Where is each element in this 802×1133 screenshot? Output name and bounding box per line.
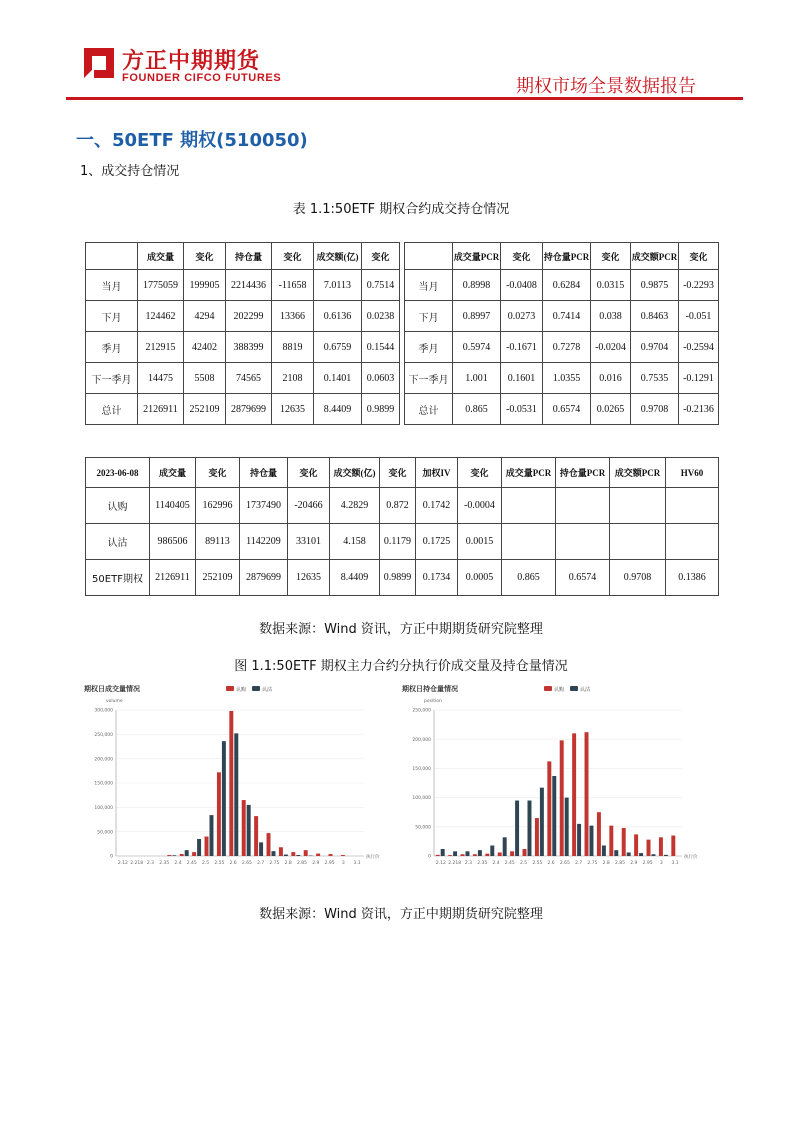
table-cell: 0.1179 [380, 524, 416, 560]
table-row [86, 394, 400, 425]
bar [267, 833, 271, 856]
x-tick-label: 2.75 [269, 861, 280, 866]
table-cell [556, 488, 610, 524]
table-cell: 8.4409 [330, 560, 380, 596]
bar [473, 854, 477, 856]
bar [441, 849, 445, 856]
header-cell: 变化 [458, 458, 502, 488]
table-row [405, 332, 719, 363]
y-tick-label: 150,000 [94, 781, 113, 787]
bar [485, 854, 489, 856]
table-cell: 0.9899 [380, 560, 416, 596]
table-cell: 74565 [226, 363, 272, 394]
header-cell: 变化 [380, 458, 416, 488]
x-tick-label: 2.5 [201, 861, 210, 866]
table-cell: 0.038 [591, 301, 631, 332]
volume-chart [78, 680, 380, 870]
bar [247, 805, 251, 856]
summary-table-body [86, 458, 719, 596]
table-cell: 2126911 [150, 560, 196, 596]
y-tick-label: 250,000 [412, 708, 431, 714]
bar [523, 849, 527, 856]
bar [535, 818, 539, 856]
table-cell: 252109 [184, 394, 226, 425]
bar [565, 798, 569, 856]
section-title: 一、50ETF 期权(510050) [76, 130, 308, 151]
table-cell: 388399 [226, 332, 272, 363]
table-cell: 89113 [196, 524, 240, 560]
table-cell: 0.0273 [501, 301, 543, 332]
bar [528, 801, 532, 856]
table-cell: 0.865 [502, 560, 556, 596]
table-cell: 1142209 [240, 524, 288, 560]
table-cell: 0.6574 [543, 394, 591, 425]
header-cell: 2023-06-08 [86, 458, 150, 488]
bar [453, 851, 457, 856]
table-cell: -0.0004 [458, 488, 502, 524]
bar [503, 837, 507, 856]
row-label-cell: 季月 [405, 332, 453, 363]
table-cell: 12635 [288, 560, 330, 596]
x-tick-label: 2.65 [241, 861, 252, 866]
table-cell: -20466 [288, 488, 330, 524]
bar [540, 788, 544, 856]
table-cell: 986506 [150, 524, 196, 560]
table-cell: 7.0113 [314, 270, 362, 301]
x-tick-label: 2.12 [435, 861, 446, 866]
table-cell [666, 488, 719, 524]
bar [217, 772, 221, 856]
table-cell: 162996 [196, 488, 240, 524]
table-cell: 0.9875 [631, 270, 679, 301]
x-tick-label: 2.45 [504, 861, 515, 866]
header-cell: HV60 [666, 458, 719, 488]
table-cell: -0.2594 [679, 332, 719, 363]
y-tick-label: 100,000 [412, 796, 431, 802]
table-cell: -11658 [272, 270, 314, 301]
table-cell: 0.1742 [416, 488, 458, 524]
x-tick-label: 2.4 [492, 861, 500, 866]
bar [448, 855, 452, 856]
header-cell: 变化 [679, 243, 719, 270]
bar [652, 854, 656, 856]
row-label-cell: 50ETF期权 [86, 560, 150, 596]
table-row [86, 488, 719, 524]
table-cell: 0.872 [380, 488, 416, 524]
table-cell: 0.7414 [543, 301, 591, 332]
table-row [405, 270, 719, 301]
y-tick-label: 100,000 [94, 805, 113, 811]
bar [291, 852, 295, 856]
bar [272, 851, 276, 856]
table-cell: 2126911 [138, 394, 184, 425]
legend-swatch [570, 686, 578, 691]
table-cell: -0.2136 [679, 394, 719, 425]
bar [192, 852, 196, 856]
brand-name-en: FOUNDER CIFCO FUTURES [122, 72, 282, 84]
table-cell: 13366 [272, 301, 314, 332]
bar [609, 826, 613, 856]
source-note-2: 数据来源：Wind 资讯，方正中期期货研究院整理 [259, 907, 543, 922]
x-tick-label: 3.1 [671, 861, 679, 866]
table-cell: 2879699 [226, 394, 272, 425]
table-row [86, 524, 719, 560]
legend-swatch [226, 686, 234, 691]
table-header-row [86, 458, 719, 488]
table-cell: 202299 [226, 301, 272, 332]
table-cell: 0.6574 [556, 560, 610, 596]
table-cell: 124462 [138, 301, 184, 332]
table-cell: 212915 [138, 332, 184, 363]
table-cell [556, 524, 610, 560]
header-cell: 变化 [272, 243, 314, 270]
bar [585, 732, 589, 856]
bar [671, 836, 675, 856]
header-cell: 持仓量PCR [556, 458, 610, 488]
bar [597, 812, 601, 856]
table-caption: 表 1.1:50ETF 期权合约成交持仓情况 [292, 202, 510, 217]
header-cell: 变化 [196, 458, 240, 488]
x-tick-label: 2.75 [587, 861, 598, 866]
x-tick-label: 2.12 [117, 861, 128, 866]
table-cell: 0.7514 [362, 270, 400, 301]
table-cell: 0.7535 [631, 363, 679, 394]
table-cell: 42402 [184, 332, 226, 363]
row-label-cell: 下一季月 [405, 363, 453, 394]
row-label-cell: 总计 [86, 394, 138, 425]
x-tick-label: 2.6 [229, 861, 237, 866]
table-cell: 0.8997 [453, 301, 501, 332]
table-cell: 0.1734 [416, 560, 458, 596]
table-cell: 0.8463 [631, 301, 679, 332]
table-cell: 2879699 [240, 560, 288, 596]
row-label-cell: 认购 [86, 488, 150, 524]
table-cell: 0.0265 [591, 394, 631, 425]
x-tick-label: 2.218 [448, 861, 462, 866]
legend-label: 认购 [236, 687, 247, 693]
bar [259, 842, 263, 856]
header-cell: 加权IV [416, 458, 458, 488]
bar [296, 855, 300, 856]
table-cell: 0.9708 [631, 394, 679, 425]
y-tick-label: 200,000 [94, 757, 113, 763]
bar [572, 733, 576, 856]
bar [229, 711, 233, 856]
bar [279, 847, 283, 856]
x-tick-label: 2.218 [130, 861, 144, 866]
table-cell: 1775059 [138, 270, 184, 301]
y-tick-label: 300,000 [94, 708, 113, 714]
table-cell: -0.0204 [591, 332, 631, 363]
x-tick-label: 2.4 [174, 861, 182, 866]
table-cell [502, 488, 556, 524]
row-label-cell: 季月 [86, 332, 138, 363]
table-cell: -0.2293 [679, 270, 719, 301]
header-cell: 成交额PCR [631, 243, 679, 270]
bar [466, 851, 470, 856]
x-tick-label: 2.55 [214, 861, 225, 866]
table-row [405, 301, 719, 332]
bar [510, 851, 514, 856]
legend-swatch [544, 686, 552, 691]
table-cell: -0.0531 [501, 394, 543, 425]
x-tick-label: 2.55 [532, 861, 543, 866]
table-cell: 0.0005 [458, 560, 502, 596]
row-label-cell: 当月 [86, 270, 138, 301]
table-cell: 0.0315 [591, 270, 631, 301]
table-cell: 0.7278 [543, 332, 591, 363]
x-tick-label: 2.9 [312, 861, 320, 866]
table-cell [502, 524, 556, 560]
row-label-cell: 下月 [405, 301, 453, 332]
bar [304, 850, 308, 856]
table-cell: 0.6759 [314, 332, 362, 363]
x-tick-label: 2.95 [642, 861, 653, 866]
x-tick-label: 2.5 [519, 861, 528, 866]
chart-title: 期权日持仓量情况 [402, 685, 458, 693]
table-cell: 33101 [288, 524, 330, 560]
y-tick-label: 150,000 [412, 767, 431, 772]
bar [627, 852, 631, 856]
y-tick-label: 50,000 [97, 830, 113, 836]
table-cell: 0.8998 [453, 270, 501, 301]
bar [664, 855, 668, 856]
table-row [86, 270, 400, 301]
x-tick-label: 2.3 [464, 861, 473, 866]
table-header-row [405, 243, 719, 270]
bar [172, 855, 176, 856]
x-tick-label: 2.7 [575, 861, 583, 866]
header-cell [405, 243, 453, 270]
table-cell: 0.9708 [610, 560, 666, 596]
x-axis-label: 执行价 [684, 855, 698, 860]
bar [341, 855, 345, 856]
bar [254, 816, 258, 856]
bar [614, 850, 618, 856]
bar [560, 740, 564, 856]
summary-table [85, 457, 719, 596]
row-label-cell: 总计 [405, 394, 453, 425]
table-cell: 0.1601 [501, 363, 543, 394]
x-tick-label: 2.7 [257, 861, 265, 866]
legend-label: 认沽 [580, 687, 591, 693]
legend-label: 认沽 [262, 687, 273, 693]
header-cell [86, 243, 138, 270]
table-cell: -0.0408 [501, 270, 543, 301]
y-tick-label: 200,000 [412, 737, 431, 743]
bar [602, 845, 606, 856]
table-cell: 0.9899 [362, 394, 400, 425]
table-cell: 0.1544 [362, 332, 400, 363]
x-axis-label: 执行价 [366, 855, 380, 860]
table-row [86, 363, 400, 394]
bar [590, 826, 594, 856]
bar [622, 828, 626, 856]
bar [284, 855, 288, 856]
table-cell [610, 524, 666, 560]
bar [316, 854, 320, 856]
table-cell: 1737490 [240, 488, 288, 524]
x-tick-label: 2.35 [159, 861, 170, 866]
table-cell: 8819 [272, 332, 314, 363]
figure-caption: 图 1.1:50ETF 期权主力合约分执行价成交量及持仓量情况 [234, 659, 568, 674]
table-cell: 0.5974 [453, 332, 501, 363]
table-row [86, 301, 400, 332]
bar [185, 850, 189, 856]
bar [329, 854, 333, 856]
bar [478, 850, 482, 856]
table-cell: 0.6136 [314, 301, 362, 332]
header-divider [66, 97, 743, 100]
table-row [86, 332, 400, 363]
header-cell: 变化 [184, 243, 226, 270]
x-tick-label: 3 [659, 861, 663, 866]
table-cell: 0.016 [591, 363, 631, 394]
bar [436, 855, 440, 856]
bar [197, 839, 201, 856]
y-tick-label: 0 [110, 854, 113, 860]
table-cell: 0.865 [453, 394, 501, 425]
x-tick-label: 3 [341, 861, 345, 866]
bar [647, 840, 651, 856]
header-cell: 成交量PCR [453, 243, 501, 270]
bar [547, 761, 551, 856]
x-tick-label: 3.1 [353, 861, 361, 866]
table-cell: 5508 [184, 363, 226, 394]
subsection-title: 1、成交持仓情况 [80, 164, 180, 179]
legend-swatch [252, 686, 260, 691]
bar [639, 853, 643, 856]
table-cell: -0.1671 [501, 332, 543, 363]
x-tick-label: 2.95 [324, 861, 335, 866]
header-cell: 变化 [591, 243, 631, 270]
pcr-table [404, 242, 719, 425]
y-tick-label: 50,000 [415, 825, 431, 831]
y-tick-label: 250,000 [94, 732, 113, 738]
bar [515, 801, 519, 856]
table-cell: 2108 [272, 363, 314, 394]
table-cell: -0.051 [679, 301, 719, 332]
table-cell [610, 488, 666, 524]
table-cell: 4.2829 [330, 488, 380, 524]
header-cell: 成交量PCR [502, 458, 556, 488]
report-title: 期权市场全景数据报告 [516, 76, 696, 97]
bar [205, 837, 209, 856]
bar [242, 800, 246, 856]
x-tick-label: 2.9 [630, 861, 638, 866]
x-tick-label: 2.8 [284, 861, 292, 866]
x-tick-label: 2.85 [296, 861, 308, 866]
bar [490, 845, 494, 856]
bar [498, 852, 502, 856]
header-cell: 变化 [288, 458, 330, 488]
header-cell: 持仓量 [240, 458, 288, 488]
bar [222, 741, 226, 856]
bar [461, 854, 465, 856]
open-interest-chart [396, 680, 698, 870]
y-tick-label: 0 [428, 854, 431, 860]
x-tick-label: 2.35 [477, 861, 488, 866]
source-note: 数据来源：Wind 资讯，方正中期期货研究院整理 [259, 622, 543, 637]
header-cell: 成交量 [138, 243, 184, 270]
table-row [405, 394, 719, 425]
table-cell: 0.1401 [314, 363, 362, 394]
table-row [86, 560, 719, 596]
table-cell: 2214436 [226, 270, 272, 301]
table-cell: 0.6284 [543, 270, 591, 301]
bar [659, 837, 663, 856]
header-cell: 变化 [501, 243, 543, 270]
table-cell: 1.001 [453, 363, 501, 394]
header-cell: 成交额(亿) [314, 243, 362, 270]
header-cell: 成交额(亿) [330, 458, 380, 488]
pcr-table-body [405, 243, 719, 425]
row-label-cell: 下月 [86, 301, 138, 332]
bar [577, 824, 581, 856]
header-cell: 成交额PCR [610, 458, 666, 488]
table-header-row [86, 243, 400, 270]
row-label-cell: 下一季月 [86, 363, 138, 394]
table-row [405, 363, 719, 394]
bar [234, 733, 238, 856]
table-cell: 0.1386 [666, 560, 719, 596]
header-cell: 持仓量 [226, 243, 272, 270]
table-cell: 14475 [138, 363, 184, 394]
bar [167, 855, 171, 856]
bar [210, 815, 214, 856]
table-cell [666, 524, 719, 560]
table-cell: 12635 [272, 394, 314, 425]
table-cell: 0.0238 [362, 301, 400, 332]
table-cell: 0.1725 [416, 524, 458, 560]
row-label-cell: 认沽 [86, 524, 150, 560]
bar [180, 854, 184, 856]
table-cell: -0.1291 [679, 363, 719, 394]
table-cell: 0.0015 [458, 524, 502, 560]
brand-name-cn: 方正中期期货 [122, 49, 261, 74]
x-tick-label: 2.6 [547, 861, 555, 866]
table-cell: 0.0603 [362, 363, 400, 394]
bar [634, 834, 638, 856]
x-tick-label: 2.45 [186, 861, 197, 866]
company-logo [82, 46, 116, 80]
y-axis-label: position [424, 699, 442, 704]
volume-oi-table [85, 242, 400, 425]
table-cell: 199905 [184, 270, 226, 301]
chart-title: 期权日成交量情况 [84, 685, 140, 693]
table-cell: 1140405 [150, 488, 196, 524]
x-tick-label: 2.3 [146, 861, 155, 866]
x-tick-label: 2.85 [614, 861, 626, 866]
x-tick-label: 2.65 [559, 861, 570, 866]
row-label-cell: 当月 [405, 270, 453, 301]
table-cell: 4294 [184, 301, 226, 332]
header-cell: 成交量 [150, 458, 196, 488]
volume-oi-table-body [86, 243, 400, 425]
bar [552, 776, 556, 856]
header-cell: 变化 [362, 243, 400, 270]
y-axis-label: volume [106, 699, 123, 704]
x-tick-label: 2.8 [602, 861, 610, 866]
table-cell: 252109 [196, 560, 240, 596]
legend-label: 认购 [554, 687, 565, 693]
table-cell: 4.158 [330, 524, 380, 560]
table-cell: 0.9704 [631, 332, 679, 363]
header-cell: 持仓量PCR [543, 243, 591, 270]
table-cell: 8.4409 [314, 394, 362, 425]
table-cell: 1.0355 [543, 363, 591, 394]
